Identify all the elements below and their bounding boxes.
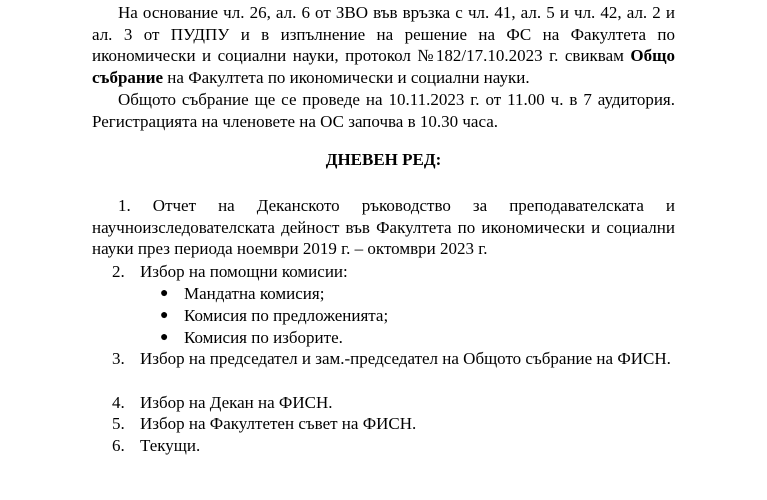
agenda-item-text: Отчет на Деканското ръководство за преподавателската и научноизследователската дейност във Факултета по икономически и социални науки през периода ноември 2019 г. – октомври 2023 г.: [92, 196, 676, 258]
bullet-text: Комисия по предложенията;: [184, 306, 389, 325]
agenda-item-4: [92, 392, 675, 414]
agenda-item-2: [92, 261, 675, 283]
agenda-item-number: 1.: [118, 196, 131, 215]
agenda-item-text: Избор на помощни комисии:: [140, 262, 348, 281]
bullet-icon: ●: [160, 308, 169, 323]
agenda-item-number: 6.: [112, 436, 125, 455]
bullet-text: Комисия по изборите.: [184, 328, 343, 347]
bullet-icon: ●: [160, 330, 169, 345]
agenda-item-number: 5.: [112, 414, 125, 433]
bullet-text: Мандатна комисия;: [184, 284, 325, 303]
agenda-item-number: 4.: [112, 393, 125, 412]
agenda-item-3: [92, 348, 675, 392]
intro-text-end: на Факултета по икономически и социални науки.: [163, 67, 530, 87]
meeting-paragraph: Общото събрание ще се проведе на 10.11.2023 г. от 11.00 ч. в 7 аудитория. Регистрацията на членовете на ОС започва в 10.30 часа.: [92, 90, 675, 131]
agenda-item-number: 3.: [112, 349, 125, 368]
agenda-item-text: Избор на Факултетен съвет на ФИСН.: [140, 414, 417, 433]
agenda-item-number: 2.: [112, 262, 125, 281]
agenda-item-6: [92, 435, 675, 457]
intro-text: На основание чл. 26, ал. 6 от ЗВО във връзка с чл. 41, ал. 5 и чл. 42, ал. 2 и ал. 3 от ПУДПУ и в изпълнение на решение на ФС на Факултета по икономически и социални науки, протокол №182/17.10.2023 г. свиквам: [92, 3, 675, 65]
agenda-item-text: Избор на председател и зам.-председател на Общото събрание на ФИСН.: [140, 349, 671, 368]
bullet-icon: ●: [160, 286, 169, 301]
agenda-item-1: [92, 195, 675, 260]
agenda-item-5: [92, 413, 675, 435]
intro-paragraph: [92, 2, 675, 88]
agenda-item-text: Избор на Декан на ФИСН.: [140, 393, 333, 412]
agenda-title: ДНЕВЕН РЕД:: [325, 150, 442, 169]
intro-bold-text: Общо събрание: [92, 46, 675, 87]
agenda-item-text: Текущи.: [140, 436, 201, 455]
